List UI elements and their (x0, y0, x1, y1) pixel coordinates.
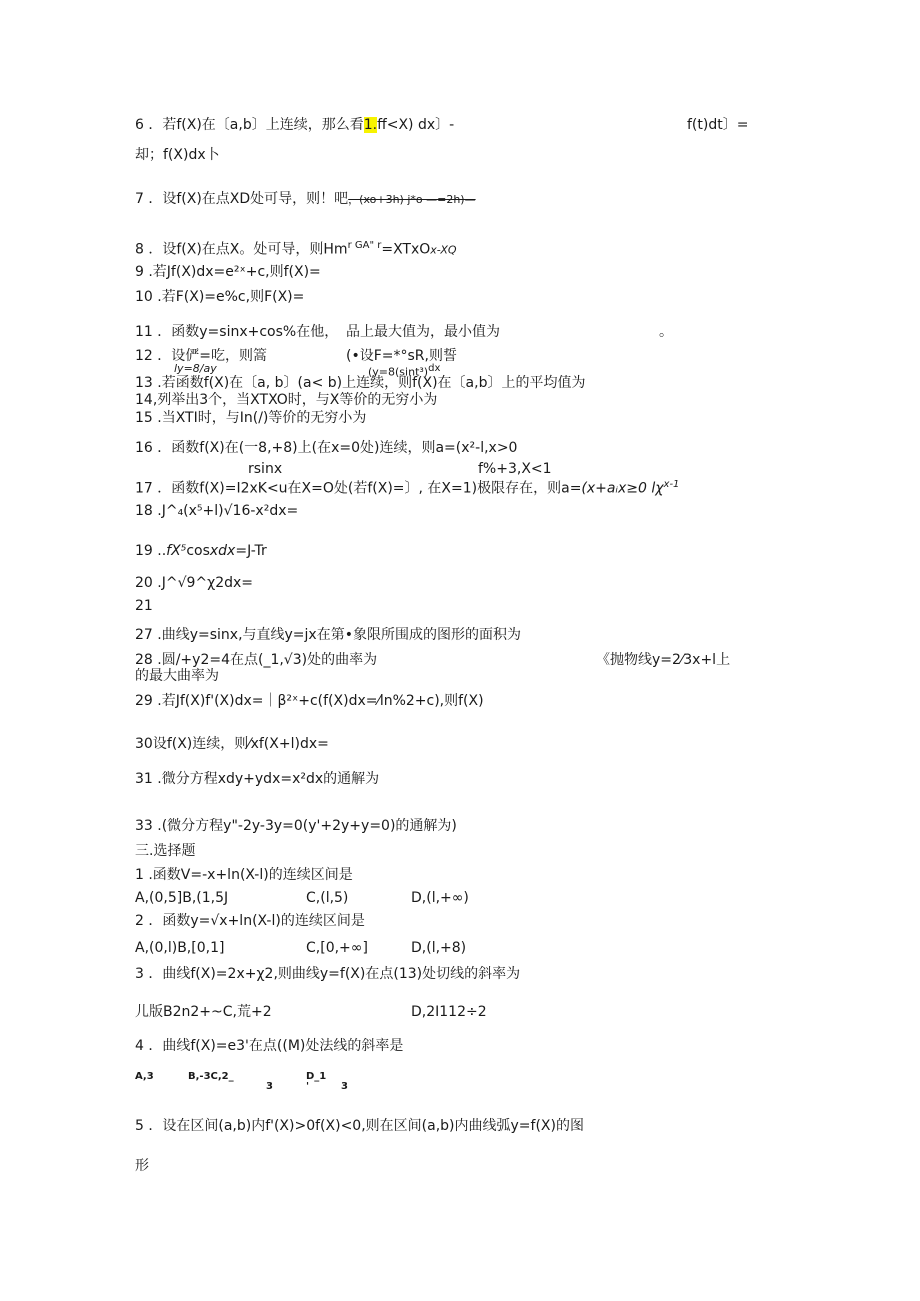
question-8 (135, 237, 457, 260)
question-18: 18 .J^₄(x⁵+l)√16-x²dx= (135, 503, 299, 519)
question-16: 16 ．函数f(X)在(一8,+8)上(在x=0处)连续，则a=(x²-l,x>0 (135, 440, 518, 456)
choice-question-1: 1 .函数V=-x+ln(X-l)的连续区间是 (135, 867, 353, 883)
question-31: 31 .微分方程xdy+ydx=x²dx的通解为 (135, 771, 380, 787)
c1-options-ab: A,(0,5]B,(1,5J (135, 890, 229, 906)
c1-option-c: C,(l,5) (306, 890, 349, 906)
q17-superscript: x-1 (663, 479, 680, 490)
q8-subscript: x-XQ (430, 243, 457, 257)
question-10: 10 .若F(X)=e%c,则F(X)= (135, 289, 305, 305)
q6-text-b: ff<X) dx〕- (377, 117, 455, 133)
q6-right: f(t)dt〕= (687, 117, 749, 133)
question-14: 14,列举出3个，当XTXO时，与X等价的无穷小为 (135, 392, 438, 408)
q17-text-b: (x+aᵢx≥0 lχ (581, 480, 664, 497)
question-27: 27 .曲线y=sinx,与直线y=jx在第•象限所围成的图形的面积为 (135, 627, 521, 643)
q19-text-a: 19 .. (135, 543, 167, 559)
question-33: 33 .(微分方程y"-2y-3y=0(y'+2y+y=0)的通解为) (135, 818, 457, 834)
c4-option-a: A,3 (135, 1071, 154, 1082)
q28-text-c: 的最大曲率为 (135, 668, 219, 684)
q11-text-b: 品上最大值为，最小值为 (346, 324, 500, 340)
c4-option-d: D_1 (306, 1071, 327, 1082)
c4-denominator-1: 3 (266, 1081, 273, 1092)
q11-text-a: 11 ．函数y=sinx+cos%在他， (135, 324, 339, 340)
c2-option-d: D,(l,+8) (411, 940, 467, 956)
question-19 (135, 542, 267, 560)
c2-option-c: C,[0,+∞] (306, 940, 368, 956)
q7-text: 7 ．设f(X)在点XD处可导，则！吧 (135, 191, 349, 207)
section-heading: 三.选择题 (135, 843, 196, 859)
c1-option-d: D,(l,+∞) (411, 890, 469, 906)
q11-text-c: 。 (659, 324, 673, 340)
q8-superscript: r GA" r (347, 240, 382, 251)
question-21: 21 (135, 598, 153, 614)
q6-text-a: 6 ．若f(X)在〔a,b〕上连续，那么看 (135, 117, 364, 133)
q12-text-b: (•设F=*°sR,则誓 (346, 348, 457, 364)
choice-question-3: 3 ．曲线f(X)=2x+χ2,则曲线y=f(X)在点(13)处切线的斜率为 (135, 966, 521, 982)
q12-sub-1: ly=8/ay (174, 362, 217, 375)
q19-text-b: fX⁵ (166, 543, 187, 559)
choice-question-2: 2 ．函数y=√x+ln(X-l)的连续区间是 (135, 913, 365, 929)
q19-text-d: xdx (209, 543, 236, 559)
c3-option-d: D,2I112÷2 (411, 1004, 487, 1020)
question-15: 15 .当XTI时，与In(/)等价的无穷小为 (135, 410, 367, 426)
question-20: 20 .J^√9^χ2dx= (135, 575, 254, 591)
c2-options-ab: A,(0,l)B,[0,1] (135, 940, 225, 956)
q12-sub-2-text: (y=8(sint³) (368, 365, 429, 379)
question-30: 30设f(X)连续，则⁄xf(X+l)dx= (135, 736, 329, 752)
q12-text-a: 12 ．设俨=吃，则篙 (135, 348, 267, 364)
choice-question-5: 5 ．设在区间(a,b)内f'(X)>0f(X)<0,则在区间(a,b)内曲线弧y=f(X)的图 (135, 1118, 584, 1134)
q12-superscript: dx (428, 363, 441, 374)
question-6 (135, 116, 454, 134)
q8-text-b: =XTxO (381, 241, 431, 258)
c4-option-bc: B,-3C,2_ (188, 1071, 234, 1082)
q19-text-e: =J-Tr (235, 543, 267, 559)
c5-continuation: 形 (135, 1158, 149, 1174)
q6-continuation: 却；f(X)dx卜 (135, 147, 220, 163)
c3-options-abc: 儿版B2n2+~C,荒+2 (135, 1004, 272, 1020)
question-7 (135, 190, 476, 209)
question-13: 13 .若函数f(X)在〔a, b〕(a< b)上连续，则f(X)在〔a,b〕上的平均值为 (135, 375, 586, 391)
q28-text-a: 28 .圆/+y2=4在点(_1,√3)处的曲率为 (135, 652, 378, 668)
q17-text-a: 17 ．函数f(X)=I2xK<u在X=O处(若f(X)=〕, 在X=1)极限存在，则a= (135, 480, 582, 497)
question-9: 9 .若Jf(X)dx=e²ˣ+c,则f(X)= (135, 264, 321, 280)
q19-text-c: cos (186, 543, 210, 559)
c4-denominator-2: 3 (341, 1081, 348, 1092)
q28-text-b: 《抛物线y=2⁄3x+l上 (596, 652, 731, 668)
c4-dot: ' (306, 1081, 310, 1092)
question-29: 29 .若Jf(X)f'(X)dx=｜β²ˣ+c(f(X)dx=⁄ln%2+c),则f(X) (135, 693, 484, 709)
q7-struck-expression: ，(xo+3h) j*o —=2h)— (348, 193, 476, 206)
q17-top-a: rsinx (248, 461, 283, 477)
q17-top-b: f%+3,X<1 (478, 461, 552, 477)
choice-question-4: 4 ．曲线f(X)=e3'在点((M)处法线的斜率是 (135, 1038, 404, 1054)
q6-highlight: 1. (363, 117, 378, 133)
q8-text-a: 8 ．设f(X)在点X。处可导，则Hm (135, 241, 348, 258)
question-17 (135, 476, 679, 498)
